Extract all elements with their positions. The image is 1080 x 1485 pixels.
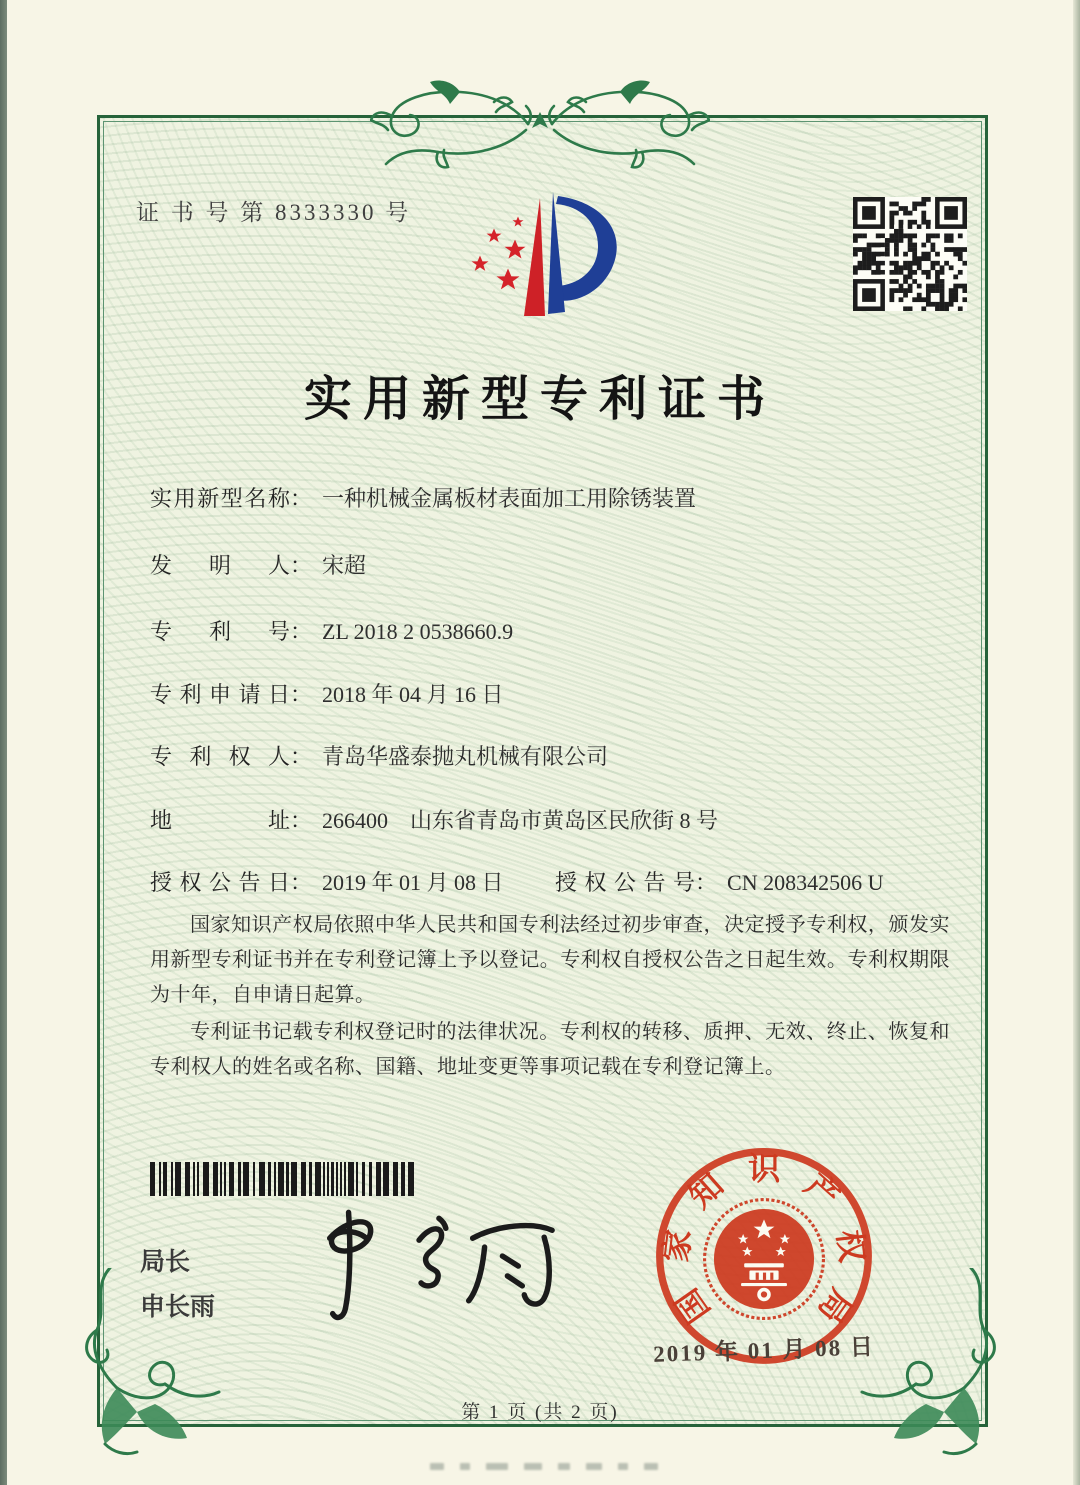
field-row-patentee: 专利权人： 青岛华盛泰抛丸机械有限公司	[150, 740, 608, 771]
svg-text:识: 识	[747, 1150, 781, 1187]
qr-code	[853, 197, 967, 311]
field-value: ZL 2018 2 0538660.9	[322, 619, 514, 644]
page-number: 第 1 页 (共 2 页)	[461, 1402, 619, 1423]
grant-date-pair: 授权公告日： 2019 年 01 月 08 日	[150, 870, 504, 895]
scan-edge-left	[0, 0, 7, 1485]
field-value: 一种机械金属板材表面加工用除锈装置	[322, 486, 697, 511]
legal-body-text	[150, 908, 950, 1087]
field-label: 专利申请日	[150, 682, 290, 707]
grant-number-value: CN 208342506 U	[727, 870, 884, 895]
grant-date-value: 2019 年 01 月 08 日	[322, 870, 504, 895]
field-row-inventor: 发明人： 宋超	[150, 549, 366, 580]
field-value: 2018 年 04 月 16 日	[322, 682, 504, 707]
agency-seal	[644, 1136, 884, 1380]
field-value: 青岛华盛泰抛丸机械有限公司	[322, 744, 609, 769]
svg-text:知: 知	[682, 1166, 731, 1215]
field-label: 授权公告日	[150, 870, 290, 895]
legal-paragraph-2: 专利证书记载专利权登记时的法律状况。专利权的转移、质押、无效、终止、恢复和专利权人的姓名或名称、国籍、地址变更等事项记载在专利登记簿上。	[150, 1021, 950, 1078]
field-label: 地址	[150, 808, 290, 833]
svg-text:家: 家	[657, 1227, 698, 1264]
field-label: 实用新型名称	[150, 486, 290, 511]
field-row-address: 地址： 266400 山东省青岛市黄岛区民欣街 8 号	[150, 804, 718, 835]
legal-paragraph-1: 国家知识产权局依照中华人民共和国专利法经过初步审查，决定授予专利权，颁发实用新型专利证书并在专利登记簿上予以登记。专利权自授权公告之日起生效。专利权期限为十年，自申请日起算。	[150, 914, 950, 1006]
svg-text:产: 产	[798, 1166, 847, 1216]
field-value: 266400 山东省青岛市黄岛区民欣街 8 号	[322, 808, 719, 833]
commissioner-name: 申长雨	[140, 1293, 216, 1321]
field-row-name: 实用新型名称： 一种机械金属板材表面加工用除锈装置	[150, 482, 696, 513]
certificate-number: 证 书 号 第 8333330 号	[136, 200, 412, 225]
logo-red-wedge	[524, 198, 545, 316]
seal-date: 2019 年 01 月 08 日	[652, 1334, 876, 1367]
commissioner-block	[140, 1240, 215, 1330]
commissioner-title: 局长	[140, 1248, 191, 1276]
field-value: 宋超	[322, 553, 367, 578]
field-label: 专利号	[150, 619, 290, 644]
next-page-bleed-artifact	[430, 1463, 720, 1470]
scan-edge-right	[1073, 0, 1080, 1485]
field-row-patent-number: 专利号： ZL 2018 2 0538660.9	[150, 615, 513, 646]
logo-stars	[472, 217, 526, 290]
commissioner-signature	[288, 1202, 566, 1334]
field-row-filing-date: 专利申请日： 2018 年 04 月 16 日	[150, 678, 504, 709]
grant-number-pair: 授权公告号： CN 208342506 U	[555, 866, 883, 897]
svg-text:局: 局	[811, 1282, 860, 1330]
logo-blue-wedge	[548, 192, 565, 314]
field-label: 发明人	[150, 553, 290, 578]
svg-text:权: 权	[830, 1227, 871, 1265]
field-label: 授权公告号	[555, 870, 695, 895]
patent-office-logo-icon	[452, 180, 636, 338]
barcode	[150, 1162, 422, 1196]
svg-text:国: 国	[668, 1282, 717, 1330]
logo-p-bowl	[555, 196, 617, 301]
field-row-grant	[150, 866, 960, 897]
certificate-title: 实用新型专利证书	[303, 373, 776, 426]
national-emblem-icon	[705, 1200, 824, 1319]
field-label: 专利权人	[150, 744, 290, 769]
